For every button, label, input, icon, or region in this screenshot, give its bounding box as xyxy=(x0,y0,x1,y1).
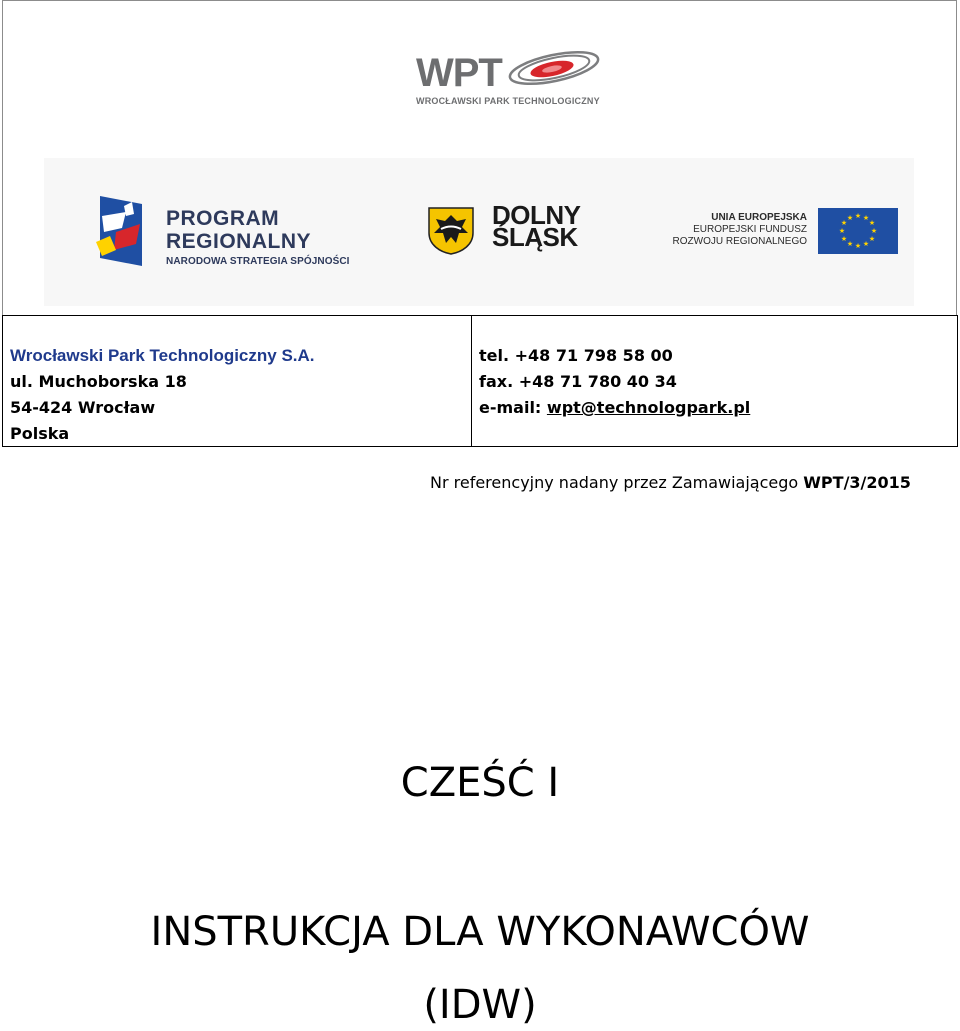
svg-text:★: ★ xyxy=(840,219,848,227)
svg-text:★: ★ xyxy=(854,242,862,250)
eu-flag-icon xyxy=(818,208,898,254)
dolny-text: DOLNY xyxy=(492,200,581,230)
email-label: e-mail: xyxy=(479,398,547,417)
ue-line1: UNIA EUROPEJSKA xyxy=(711,212,807,223)
svg-text:★: ★ xyxy=(868,235,876,243)
svg-text:★: ★ xyxy=(870,227,878,235)
program-line3: NARODOWA STRATEGIA SPÓJNOŚCI xyxy=(166,256,350,267)
program-line1: PROGRAM xyxy=(166,207,280,230)
contact-table xyxy=(2,315,958,447)
svg-text:★: ★ xyxy=(862,214,870,222)
country: Polska xyxy=(10,424,70,443)
dolny-slask-logo xyxy=(492,200,581,252)
program-regionalny-logo xyxy=(166,208,350,267)
svg-text:★: ★ xyxy=(840,235,848,243)
email-link[interactable]: wpt@technologpark.pl xyxy=(546,398,751,417)
ue-line2: EUROPEJSKI FUNDUSZ xyxy=(693,224,807,235)
wpt-logo-mark: WPT xyxy=(416,51,502,95)
svg-text:★: ★ xyxy=(846,240,854,248)
wpt-swirl-icon xyxy=(502,48,602,92)
wpt-logo xyxy=(410,48,605,110)
dolny-slask-coat-of-arms-icon xyxy=(426,205,476,255)
fax-number: fax. +48 71 780 40 34 xyxy=(479,372,677,391)
ue-line3: ROZWOJU REGIONALNEGO xyxy=(672,236,807,247)
svg-text:★: ★ xyxy=(862,240,870,248)
contact-cell xyxy=(472,316,957,446)
program-regionalny-flag-icon xyxy=(96,192,144,268)
postal-city: 54-424 Wrocław xyxy=(10,398,156,417)
ue-fund-logo xyxy=(664,212,807,248)
document-title: INSTRUKCJA DLA WYKONAWCÓW xyxy=(150,909,810,955)
slask-text: ŚLĄSK xyxy=(492,222,578,252)
email-row xyxy=(479,395,957,421)
phone-number: tel. +48 71 798 58 00 xyxy=(479,346,673,365)
svg-text:★: ★ xyxy=(854,212,862,220)
part-heading: CZEŚĆ I xyxy=(400,760,560,806)
street-address: ul. Muchoborska 18 xyxy=(10,372,187,391)
svg-text:★: ★ xyxy=(846,214,854,222)
reference-value: WPT/3/2015 xyxy=(803,473,911,492)
svg-text:★: ★ xyxy=(838,227,846,235)
document-title-abbrev: (IDW) xyxy=(423,982,537,1028)
reference-number xyxy=(430,473,911,492)
reference-label: Nr referencyjny nadany przez Zamawiającego xyxy=(430,473,804,492)
address-cell xyxy=(3,316,472,446)
program-line2: REGIONALNY xyxy=(166,230,312,253)
wpt-logo-name: WROCŁAWSKI PARK TECHNOLOGICZNY xyxy=(416,96,600,106)
company-name: Wrocławski Park Technologiczny S.A. xyxy=(10,346,315,365)
svg-text:★: ★ xyxy=(868,219,876,227)
